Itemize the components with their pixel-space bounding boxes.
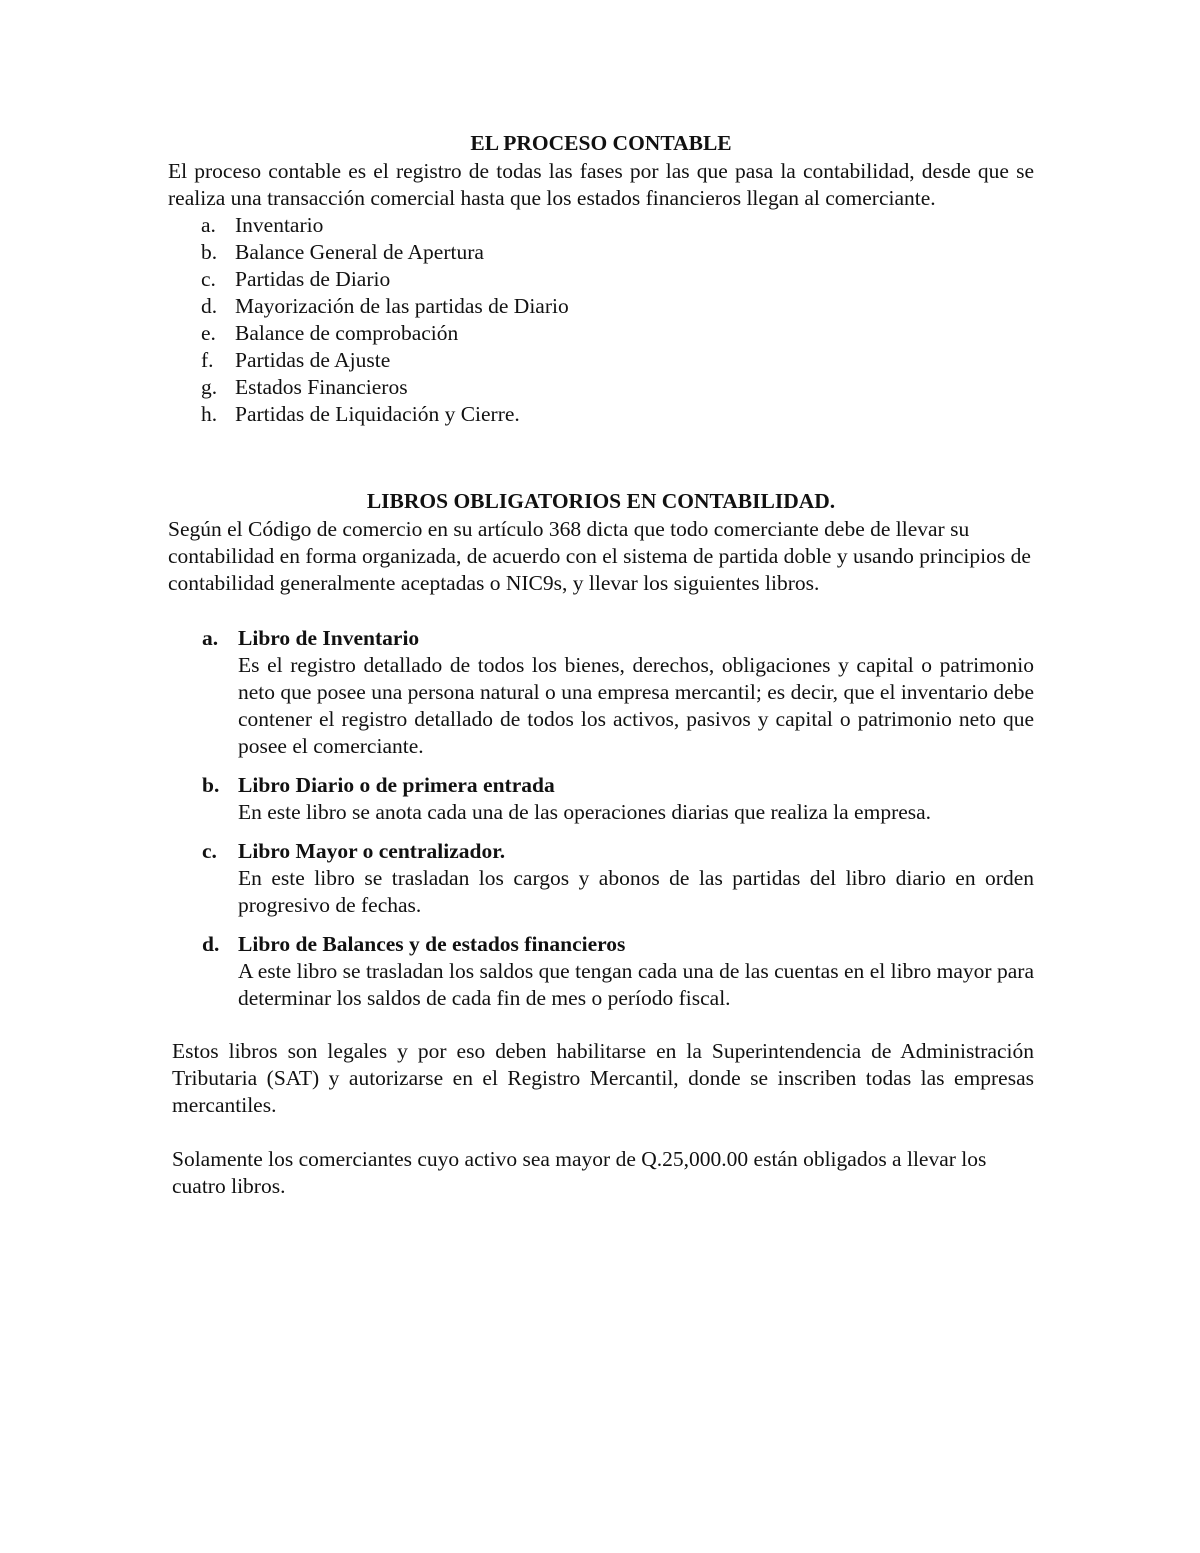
book-description: En este libro se trasladan los cargos y abonos de las partidas del libro diario en orden progresivo de fechas.	[238, 866, 1034, 917]
book-title: Libro de Inventario	[238, 626, 420, 650]
closing-paragraph-libros-legales: Estos libros son legales y por eso deben habilitarse en la Superintendencia de Administración Tributaria (SAT) y autorizarse en el Registro Mercantil, donde se inscriben todas las empresas mercantiles.	[172, 1039, 1034, 1117]
list-item	[201, 320, 1034, 347]
book-title: Libro de Balances y de estados financieros	[238, 932, 626, 956]
list-item	[201, 212, 1034, 239]
list-item-libro-diario	[168, 772, 1034, 826]
proceso-contable-steps	[168, 212, 1034, 428]
book-title: Libro Mayor o centralizador.	[238, 839, 506, 863]
list-item-label: Partidas de Diario	[235, 267, 391, 291]
list-marker: b.	[202, 773, 220, 797]
section-title-proceso-contable: EL PROCESO CONTABLE	[470, 131, 732, 155]
list-marker: c.	[202, 839, 217, 863]
list-item-label: Inventario	[235, 213, 324, 237]
list-item	[201, 401, 1034, 428]
list-marker: b.	[201, 240, 218, 264]
list-item-label: Balance de comprobación	[235, 321, 459, 345]
list-item	[201, 347, 1034, 374]
book-description: Es el registro detallado de todos los bienes, derechos, obligaciones y capital o patrimonio neto que posee una persona natural o una empresa mercantil; es decir, que el inventario debe contener el registro detallado de todos los activos, pasivos y capital o patrimonio neto que posee el comerciante.	[238, 653, 1034, 758]
list-item-libro-inventario	[168, 625, 1034, 760]
list-marker: e.	[201, 321, 216, 345]
section-title-libros-obligatorios: LIBROS OBLIGATORIOS EN CONTABILIDAD.	[366, 489, 836, 513]
list-marker: a.	[202, 626, 219, 650]
list-item	[201, 239, 1034, 266]
list-item-label: Partidas de Ajuste	[235, 348, 391, 372]
paragraph-spacer	[168, 597, 1034, 625]
list-item	[201, 266, 1034, 293]
list-marker: d.	[201, 294, 218, 318]
list-marker: h.	[201, 402, 218, 426]
list-item-label: Balance General de Apertura	[235, 240, 484, 264]
list-marker: d.	[202, 932, 220, 956]
list-item-label: Estados Financieros	[235, 375, 408, 399]
paragraph-spacer	[168, 1119, 1034, 1146]
libros-obligatorios-intro: Según el Código de comercio en su artículo 368 dicta que todo comerciante debe de llevar su contabilidad en forma organizada, de acuerdo con el sistema de partida doble y usando principios de contabilidad generalmente aceptadas o NIC9s, y llevar los siguientes libros.	[168, 517, 1031, 595]
section-spacer	[168, 428, 1034, 482]
book-title: Libro Diario o de primera entrada	[238, 773, 555, 797]
book-description: A este libro se trasladan los saldos que tengan cada una de las cuentas en el libro mayor para determinar los saldos de cada fin de mes o período fiscal.	[238, 959, 1034, 1010]
list-item-libro-mayor	[168, 838, 1034, 919]
document-page	[168, 128, 1034, 1200]
book-description: En este libro se anota cada una de las operaciones diarias que realiza la empresa.	[238, 800, 932, 824]
list-marker: f.	[201, 348, 214, 372]
list-item	[201, 293, 1034, 320]
list-marker: g.	[201, 375, 218, 399]
list-item-label: Mayorización de las partidas de Diario	[235, 294, 569, 318]
proceso-contable-intro: El proceso contable es el registro de todas las fases por las que pasa la contabilidad, desde que se realiza una transacción comercial hasta que los estados financieros llegan al comerciante.	[168, 159, 1034, 210]
list-item-libro-balances	[168, 931, 1034, 1012]
closing-paragraph-comerciantes: Solamente los comerciantes cuyo activo sea mayor de Q.25,000.00 están obligados a llevar los cuatro libros.	[172, 1147, 987, 1198]
list-item	[201, 374, 1034, 401]
list-marker: a.	[201, 213, 216, 237]
list-item-label: Partidas de Liquidación y Cierre.	[235, 402, 520, 426]
libros-list	[168, 625, 1034, 1012]
list-marker: c.	[201, 267, 216, 291]
paragraph-spacer	[168, 1024, 1034, 1038]
